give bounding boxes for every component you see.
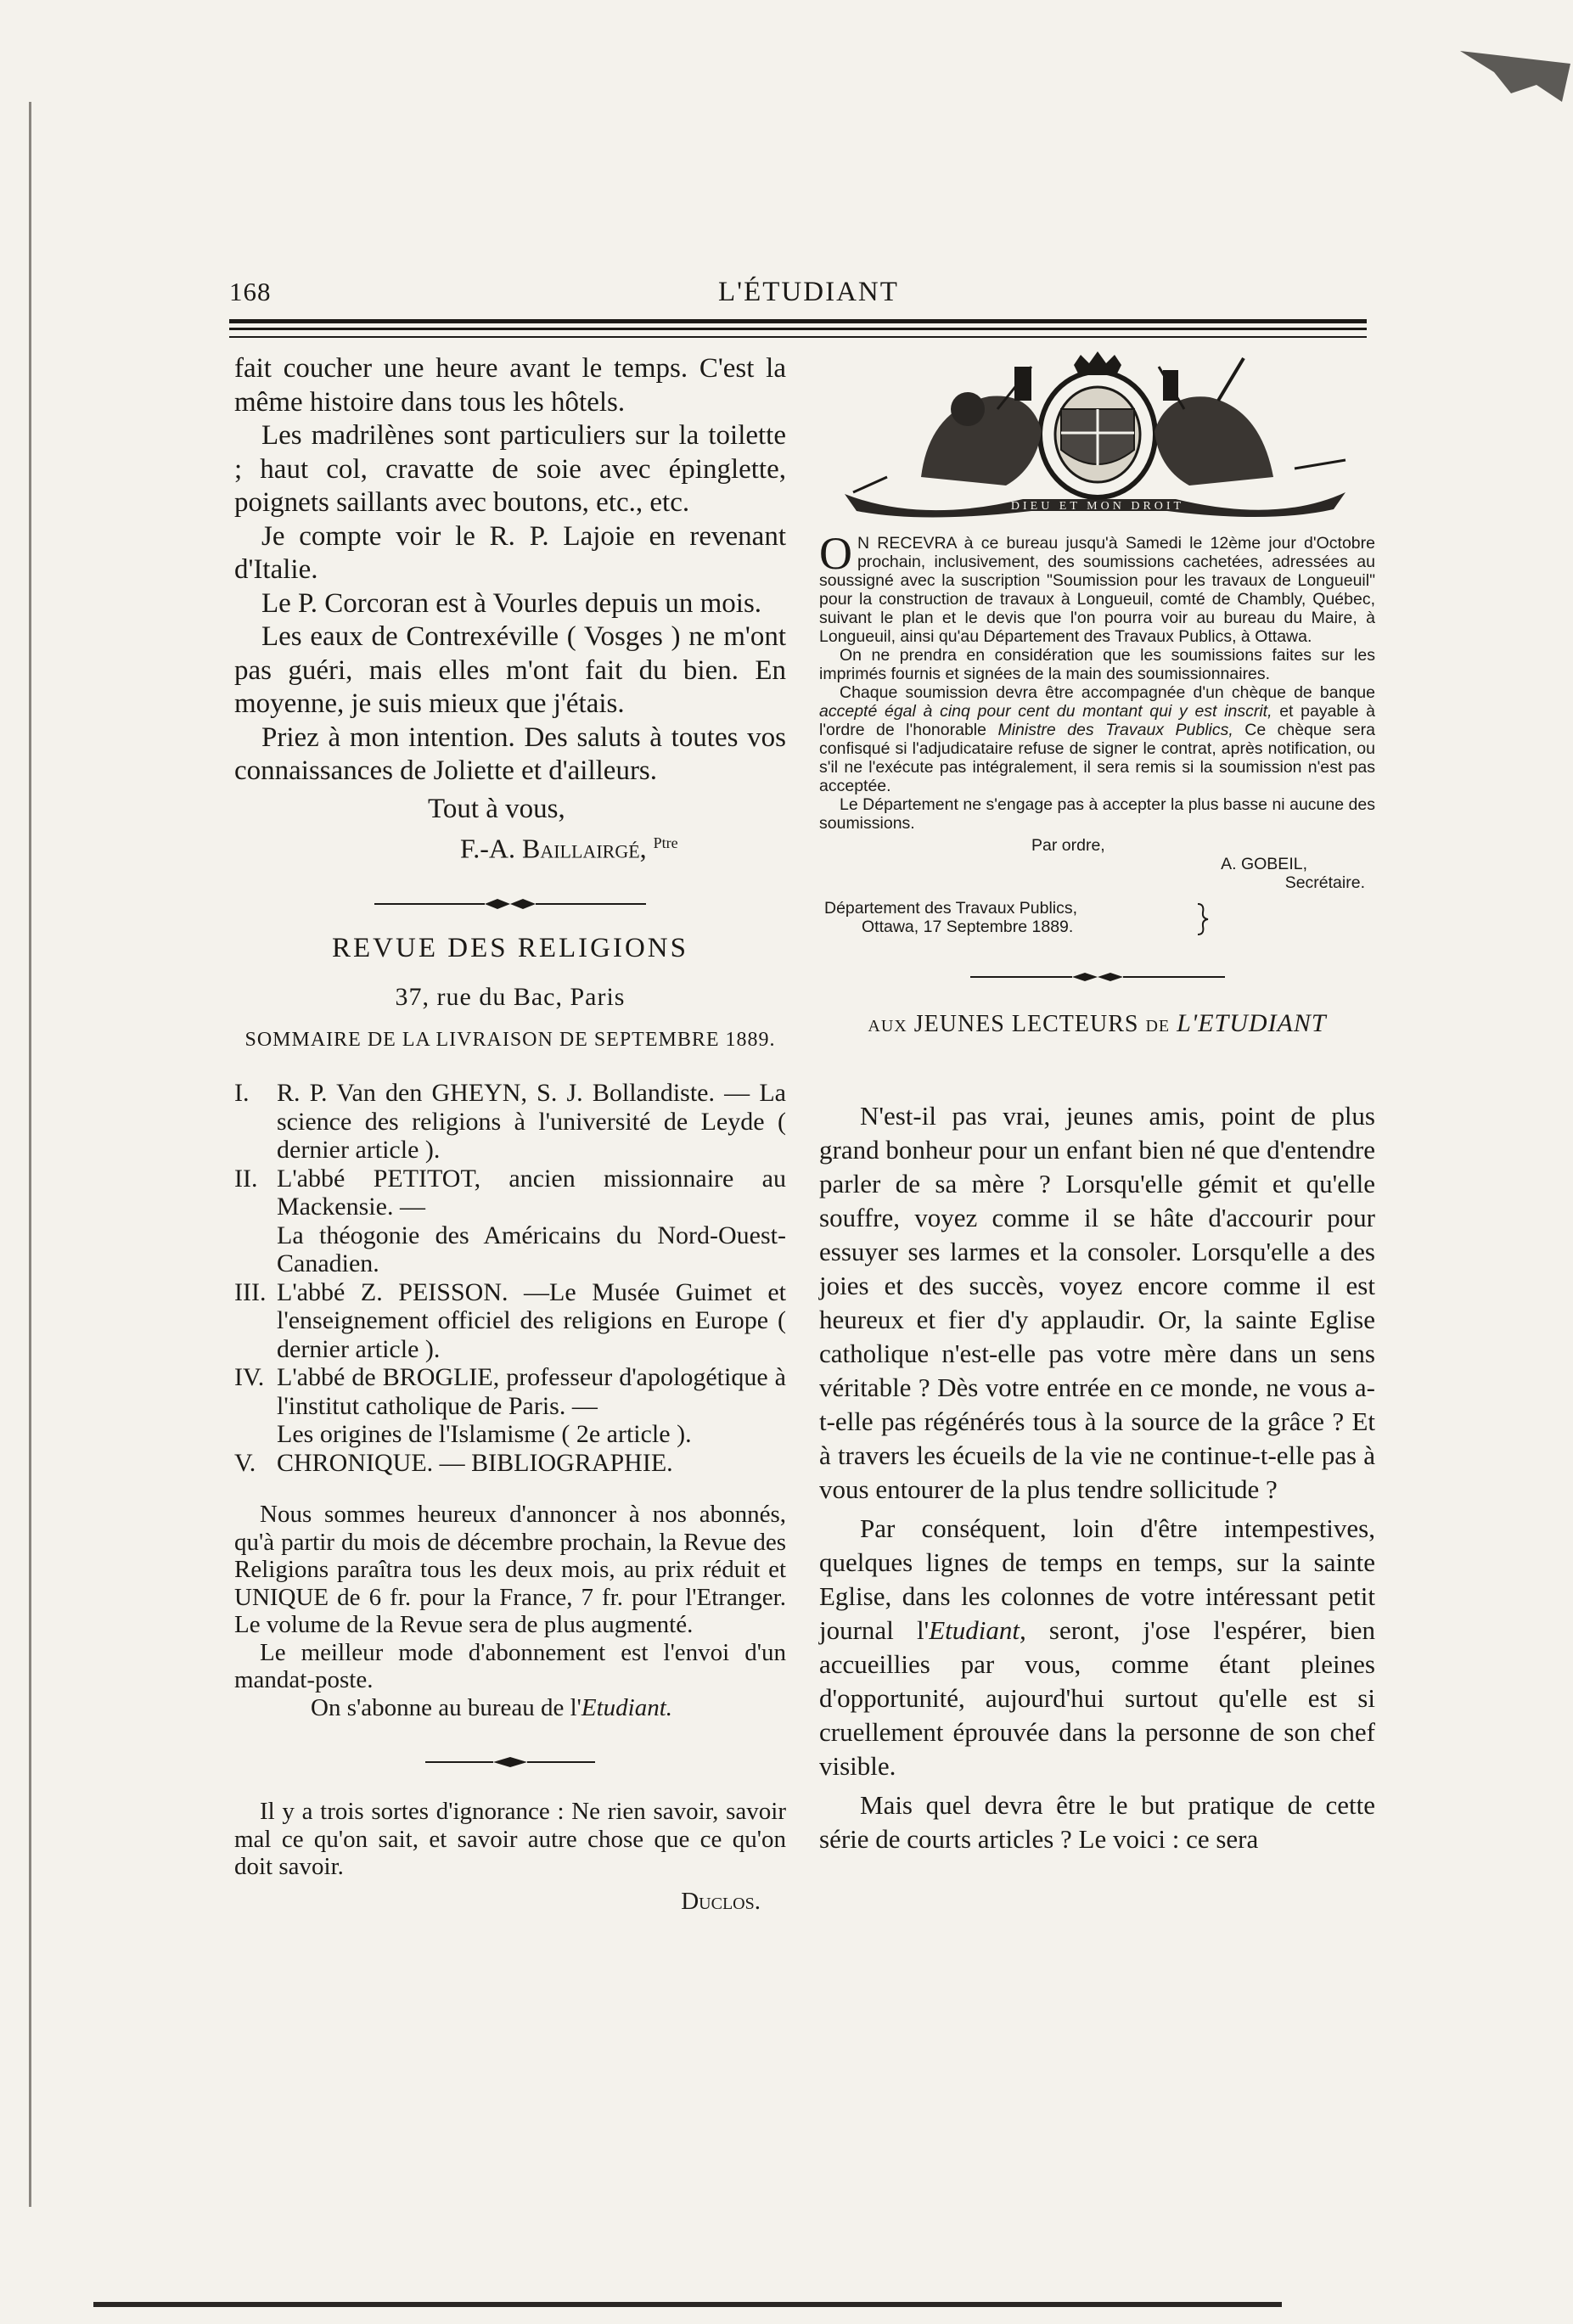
revue-title: REVUE DES RELIGIONS bbox=[332, 933, 688, 964]
toc-item-number: I. bbox=[234, 1079, 250, 1108]
tender-par-ordre: Par ordre, bbox=[1031, 836, 1105, 855]
revue-table-of-contents bbox=[234, 1079, 786, 1477]
signature-title: Ptre bbox=[653, 834, 678, 851]
letter-closing: Tout à vous, bbox=[428, 793, 565, 824]
toc-item-number: II. bbox=[234, 1164, 258, 1193]
toc-item bbox=[234, 1449, 786, 1478]
tender-paragraph-2: On ne prendra en considération que les soumissions faites sur les imprimés fournis et signées de la main des soumissionnaires. bbox=[819, 646, 1375, 683]
toc-item-text: L'abbé Z. PEISSON. —Le Musée Guimet et l'enseignement officiel des religions en Europe ( dernier article ). bbox=[277, 1277, 786, 1363]
toc-item-number: III. bbox=[234, 1277, 267, 1306]
aux-paragraph-2 bbox=[819, 1512, 1375, 1783]
tender-department-block bbox=[819, 899, 1210, 936]
tender-dept-line-1: Département des Travaux Publics, bbox=[824, 899, 1078, 918]
signature-name: F.-A. Baillairgé, bbox=[460, 833, 647, 864]
brace-icon bbox=[1196, 902, 1210, 936]
tender-paragraph-3-emphasis-2: Ministre des Travaux Publics, bbox=[997, 721, 1233, 739]
crest-motto: DIEU ET MON DROIT bbox=[1010, 500, 1185, 513]
toc-item-text: R. P. Van den GHEYN, S. J. Bollandiste. — La science des religions à l'université de Leyde ( dernier article ). bbox=[277, 1079, 786, 1165]
public-works-notice bbox=[819, 528, 1376, 936]
section-divider-ornament bbox=[374, 895, 646, 912]
letter-paragraph-5: Les eaux de Contrexéville ( Vosges ) ne m'ont pas guéri, mais elles m'ont fait du bien. En moyenne, je suis mieux que j'étais. bbox=[234, 621, 786, 719]
page-number: 168 bbox=[229, 277, 272, 306]
page-header bbox=[229, 277, 1367, 319]
letter-paragraph-2: Les madrilènes sont particuliers sur la toilette ; haut col, cravatte de soie avec épinglette, poignets saillants avec boutons, etc., etc. bbox=[234, 420, 786, 518]
aux-paragraph-2-b: seront, j'ose l'espérer, bien accueillies par vous, comme étant pleines d'opportunité, aujourd'hui surtout qu'elle est si cruellement éprouvée dans la personne de son chef visible. bbox=[819, 1615, 1375, 1781]
toc-item-number: V. bbox=[234, 1448, 256, 1477]
header-rule-thin bbox=[229, 336, 1367, 338]
revue-sommaire-heading: SOMMAIRE DE LA LIVRAISON DE SEPTEMBRE 1889. bbox=[244, 1029, 776, 1052]
aux-paragraph-1: N'est-il pas vrai, jeunes amis, point de plus grand bonheur pour un enfant bien né que d'entendre parler de sa mère ? Lorsqu'elle gémit et qu'elle souffre, voyez comme il se hâte d'accourir pour essuyer ses larmes et la consoler. Lorsqu'elle a des joies et des succès, voyez encore comme il est heureux et fier d'y applaudir. Or, la sainte Eglise catholique n'est-elle pas votre mère dans un sens véritable ? Dès votre entrée en ce monde, ne vous a-t-elle pas régénérés tous à la source de la grâce ? Et à travers les écueils de la vie ne continue-t-elle pas à vous entourer de la plus tendre sollicitude ? bbox=[819, 1101, 1375, 1504]
margin-binding-line bbox=[29, 102, 31, 2207]
right-divider-ornament bbox=[970, 970, 1225, 984]
letter-paragraph-6: Priez à mon intention. Des saluts à toutes vos connaissances de Joliette et d'ailleurs. bbox=[234, 721, 786, 786]
tender-dept-line-2: Ottawa, 17 Septembre 1889. bbox=[862, 918, 1074, 936]
letter-signature bbox=[234, 826, 786, 866]
letter-paragraph-4: Le P. Corcoran est à Vourles depuis un mois. bbox=[261, 587, 762, 619]
toc-item-subtitle: Les origines de l'Islamisme ( 2e article ). bbox=[277, 1420, 692, 1449]
revue-notice-3 bbox=[234, 1694, 786, 1722]
toc-item bbox=[234, 1165, 786, 1221]
toc-item bbox=[234, 1079, 786, 1165]
tender-paragraph-4: Le Département ne s'engage pas à accepter la plus basse ni aucune des soumissions. bbox=[819, 795, 1375, 833]
aux-paragraph-3: Mais quel devra être le but pratique de cette série de courts articles ? Le voici : ce sera bbox=[819, 1790, 1375, 1854]
revue-address: 37, rue du Bac, Paris bbox=[395, 983, 626, 1012]
tender-signer: A. GOBEIL, bbox=[1221, 855, 1307, 873]
toc-item bbox=[234, 1278, 786, 1364]
tender-paragraph-3-b: et payable à l'ordre de l'honorable bbox=[819, 702, 1375, 739]
running-title: L'ÉTUDIANT bbox=[718, 277, 899, 307]
aux-title-small-1: AUX bbox=[868, 1017, 907, 1036]
torn-corner-mark bbox=[1443, 34, 1573, 110]
letter-paragraph-1: fait coucher une heure avant le temps. C'est la même histoire dans tous les hôtels. bbox=[234, 353, 786, 418]
quote-author: Duclos. bbox=[681, 1887, 761, 1915]
aux-paragraph-2-a: Par conséquent, loin d'être intempestives, quelques lignes de temps en temps, sur la sainte Eglise, dans les colonnes de votre intéressant petit journal l' bbox=[819, 1513, 1375, 1645]
right-column bbox=[819, 350, 1375, 1856]
aux-title-emphasis: L'ETUDIANT bbox=[1177, 1009, 1327, 1037]
left-column bbox=[234, 352, 786, 1915]
revue-notice-3-emphasis: Etudiant. bbox=[581, 1693, 673, 1721]
tender-paragraph-1 bbox=[819, 528, 1375, 646]
toc-item-number: IV. bbox=[234, 1363, 265, 1392]
toc-item-subtitle: La théogonie des Américains du Nord-Ouest-Canadien. bbox=[277, 1221, 786, 1278]
tender-dropcap: O bbox=[819, 528, 852, 579]
aux-jeunes-title bbox=[819, 1009, 1375, 1038]
aux-title-small-2: DE bbox=[1145, 1017, 1171, 1036]
aux-title-main: JEUNES LECTEURS bbox=[913, 1011, 1139, 1037]
tender-paragraph-3-c: Ce chèque sera confisqué si l'adjudicataire refuse de signer le contrat, après notification, ou s'il ne l'exécute pas intégralement, il sera remis si la soumission n'est pas acceptée. bbox=[819, 721, 1376, 795]
aux-paragraph-2-emphasis: Etudiant, bbox=[929, 1615, 1026, 1645]
toc-item-text: CHRONIQUE. — BIBLIOGRAPHIE. bbox=[277, 1448, 673, 1477]
tender-signer-title: Secrétaire. bbox=[1284, 873, 1365, 892]
tender-paragraph-3 bbox=[819, 683, 1375, 795]
bottom-edge-rule bbox=[93, 2302, 1282, 2307]
revue-notice-2: Le meilleur mode d'abonnement est l'envoi d'un mandat-poste. bbox=[234, 1638, 786, 1694]
tender-paragraph-1-text: N RECEVRA à ce bureau jusqu'à Samedi le 12ème jour d'Octobre prochain, inclusivement, des soumissions cachetées, adressées au soussigné avec la suscription "Soumission pour les travaux de Longueuil" pour la construction de travaux à Longueuil, comté de Chambly, Québec, suivant le plan et le devis que l'on pourra voir au bureau du Maire, à Longueuil, ainsi qu'au Département des Travaux Publics, à Ottawa. bbox=[819, 534, 1375, 646]
ignorance-quote: Il y a trois sortes d'ignorance : Ne rien savoir, savoir mal ce qu'on sait, et savoir autre chose que ce qu'on doit savoir. bbox=[234, 1798, 786, 1881]
letter-paragraph-3: Je compte voir le R. P. Lajoie en revenant d'Italie. bbox=[234, 520, 786, 585]
tender-paragraph-3-emphasis: accepté égal à cinq pour cent du montant qui y est inscrit, bbox=[819, 702, 1272, 721]
revue-notice-1: Nous sommes heureux d'annoncer à nos abonnés, qu'à partir du mois de décembre prochain, la Revue des Religions paraîtra tous les deux mois, au prix réduit et UNIQUE de 6 fr. pour la France, 7 fr. pour l'Etranger. Le volume de la Revue sera de plus augmenté. bbox=[234, 1501, 786, 1639]
header-rule-middle bbox=[229, 328, 1367, 330]
revue-notice-3-text: On s'abonne au bureau de l' bbox=[311, 1693, 581, 1721]
toc-item-text: L'abbé de BROGLIE, professeur d'apologétique à l'institut catholique de Paris. — bbox=[277, 1363, 786, 1420]
royal-coat-of-arms-icon bbox=[819, 350, 1375, 519]
quote-divider-ornament bbox=[425, 1755, 595, 1769]
toc-item-text: L'abbé PETITOT, ancien missionnaire au Mackensie. — bbox=[277, 1164, 786, 1221]
tender-paragraph-3-a: Chaque soumission devra être accompagnée d'un chèque de banque bbox=[840, 683, 1375, 702]
header-rule-thick bbox=[229, 319, 1367, 323]
toc-item bbox=[234, 1363, 786, 1420]
